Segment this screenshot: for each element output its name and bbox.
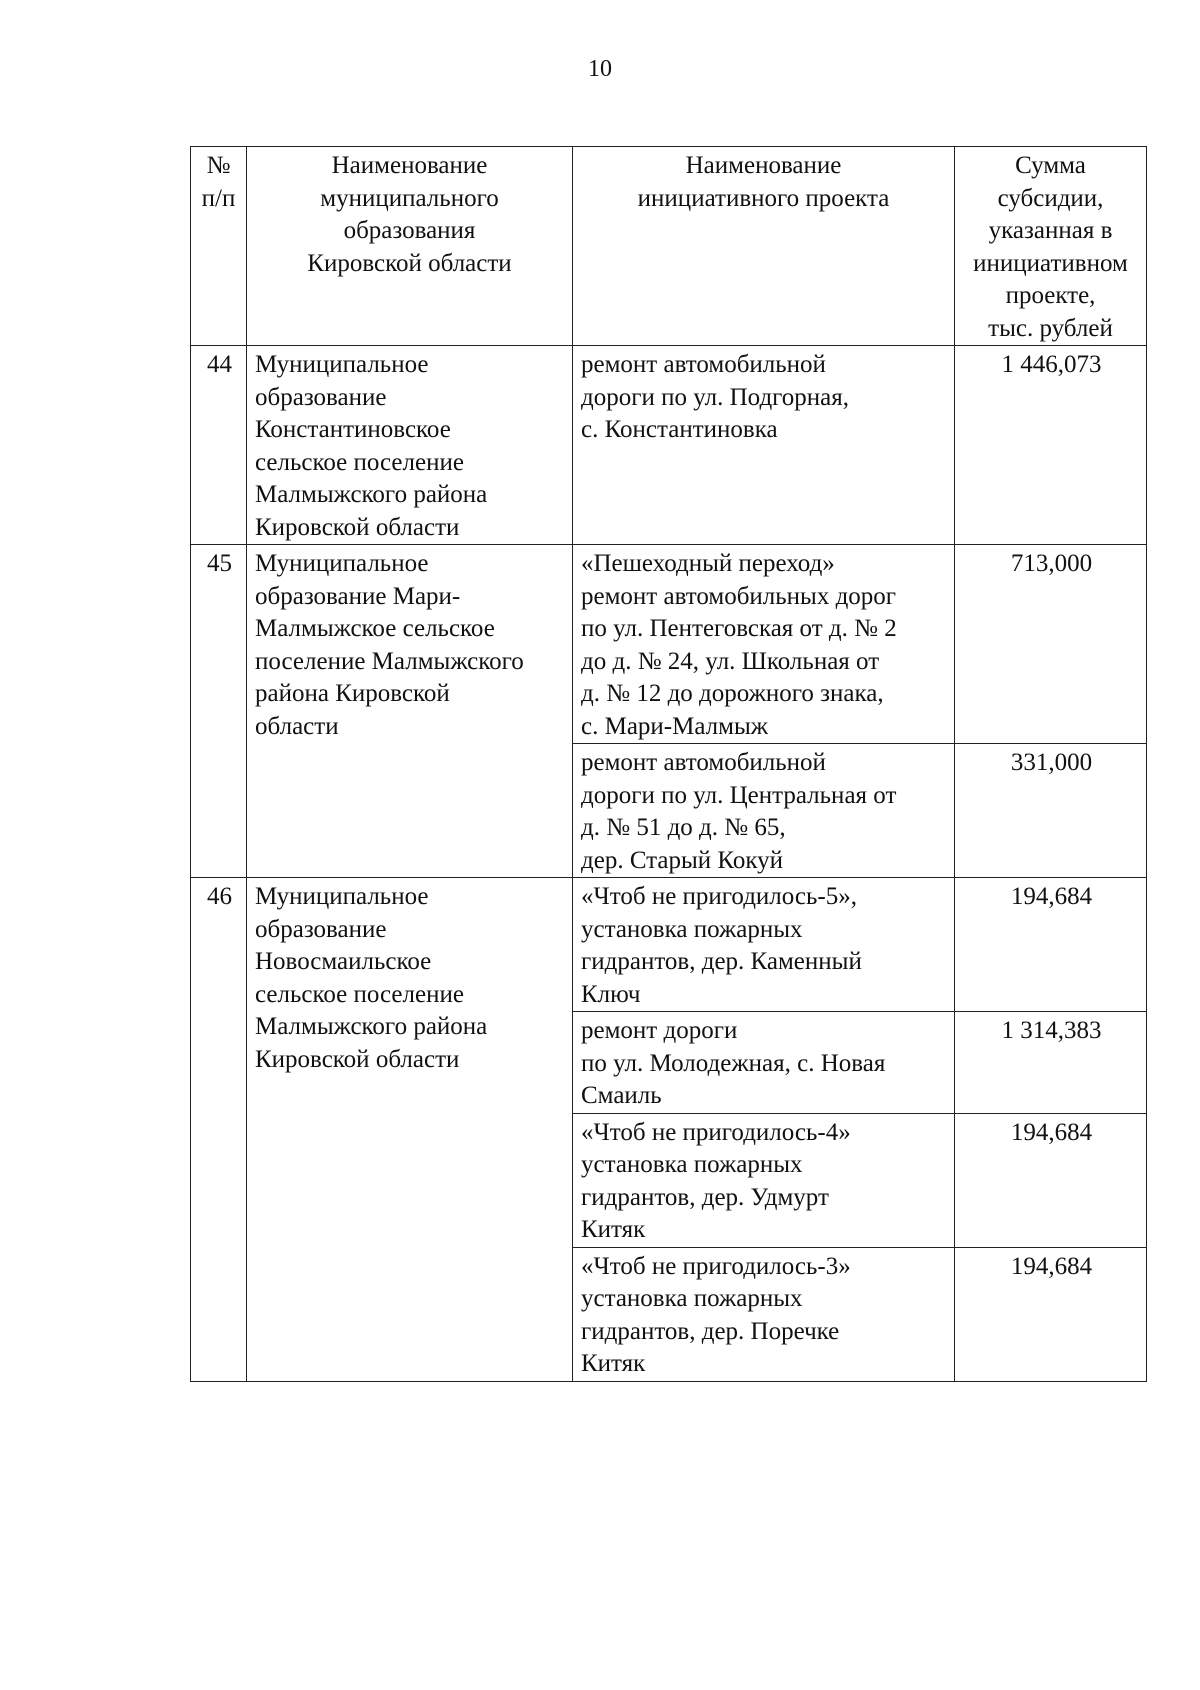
header-municipality: Наименование муниципального образования Кировской области: [247, 147, 573, 346]
subsidy-sum: 331,000: [955, 744, 1147, 878]
subsidy-sum: 194,684: [955, 1247, 1147, 1381]
table-header-row: [191, 147, 1147, 346]
row-number: 44: [191, 346, 247, 545]
municipality-name: Муниципальное образование Мари- Малмыжское сельское поселение Малмыжского района Кировской области: [247, 545, 573, 878]
municipality-name: Муниципальное образование Константиновское сельское поселение Малмыжского района Кировской области: [247, 346, 573, 545]
subsidy-sum: 194,684: [955, 878, 1147, 1012]
page-number: 10: [588, 56, 612, 82]
header-project: Наименование инициативного проекта: [573, 147, 955, 346]
header-sum: Сумма субсидии, указанная в инициативном проекте, тыс. рублей: [955, 147, 1147, 346]
project-name: ремонт автомобильной дороги по ул. Центральная от д. № 51 до д. № 65, дер. Старый Кокуй: [573, 744, 955, 878]
table-row: [191, 346, 1147, 545]
subsidy-sum: 713,000: [955, 545, 1147, 744]
project-name: ремонт дороги по ул. Молодежная, с. Новая Смаиль: [573, 1012, 955, 1114]
subsidy-sum: 1 314,383: [955, 1012, 1147, 1114]
row-number: 46: [191, 878, 247, 1382]
municipality-name: Муниципальное образование Новосмаильское сельское поселение Малмыжского района Кировской области: [247, 878, 573, 1382]
table-row: [191, 878, 1147, 1012]
project-name: «Пешеходный переход» ремонт автомобильных дорог по ул. Пентеговская от д. № 2 до д. № 24, ул. Школьная от д. № 12 до дорожного знака, с. Мари-Малмыж: [573, 545, 955, 744]
table-row: [191, 545, 1147, 744]
project-name: «Чтоб не пригодилось-5», установка пожарных гидрантов, дер. Каменный Ключ: [573, 878, 955, 1012]
subsidy-sum: 1 446,073: [955, 346, 1147, 545]
project-name: ремонт автомобильной дороги по ул. Подгорная, с. Константиновка: [573, 346, 955, 545]
row-number: 45: [191, 545, 247, 878]
project-name: «Чтоб не пригодилось-3» установка пожарных гидрантов, дер. Поречке Китяк: [573, 1247, 955, 1381]
header-num: № п/п: [191, 147, 247, 346]
subsidies-table: [190, 146, 1147, 1382]
project-name: «Чтоб не пригодилось-4» установка пожарных гидрантов, дер. Удмурт Китяк: [573, 1113, 955, 1247]
subsidy-sum: 194,684: [955, 1113, 1147, 1247]
